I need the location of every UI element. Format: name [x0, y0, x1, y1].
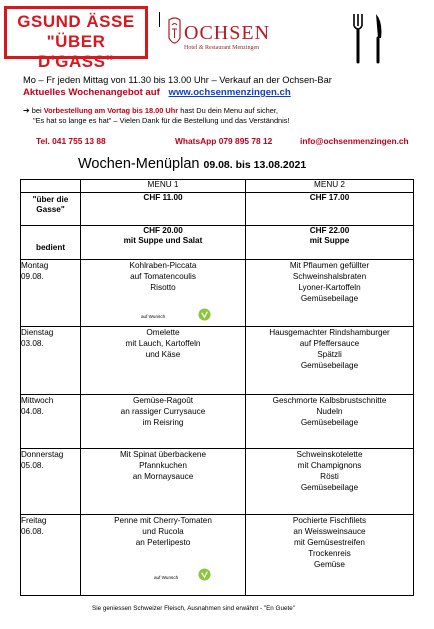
bedient-m2-price: CHF 22.00: [309, 226, 350, 235]
dish-line: Gemüse-Ragoût: [132, 396, 194, 405]
preorder-line-1: [23, 106, 290, 116]
day-row-montag: [21, 260, 414, 327]
day-cell: [21, 395, 81, 449]
preorder-deadline: Vorbestellung am Vortag bis 18.00 Uhr: [43, 106, 179, 115]
logo-line-1: GSUND ÄSSE: [17, 12, 135, 31]
dish-line: Omelette: [146, 328, 180, 337]
bedient-label: bedient: [21, 226, 81, 260]
gasse-label-line-2: Gasse": [36, 205, 65, 214]
menu-table: [20, 179, 414, 596]
ochsen-emblem-icon: [167, 16, 182, 50]
dish-line: mit Champignons: [297, 461, 362, 470]
dish-line: Mit Spinat überbackene: [119, 450, 207, 459]
price-row-gasse: [21, 193, 414, 226]
day-row-freitag: [21, 515, 414, 596]
dish-line: mit Gemüsestreifen: [294, 538, 365, 547]
day-cell: [21, 449, 81, 515]
weekly-offer-line: [23, 87, 291, 98]
header-menu-1: MENU 1: [81, 180, 246, 193]
dish-line: Risotto: [150, 283, 176, 292]
dish-menu-2: [246, 327, 414, 395]
dish-line: Trockenreis: [308, 549, 351, 558]
day-date: 09.08.: [21, 272, 44, 281]
day-name: Donnerstag: [21, 450, 64, 459]
day-date: 05.08.: [21, 461, 44, 470]
dish-line: an rassiger Currysauce: [120, 407, 206, 416]
dish-menu-1: [81, 395, 246, 449]
bedient-m1-price: CHF 20.00: [143, 226, 183, 235]
dish-line: Geschmorte Kalbsbrustschnitte: [272, 396, 387, 405]
dish-menu-1: [81, 515, 246, 596]
bedient-price-menu-2: [246, 226, 414, 260]
gasse-label-line-1: "über die: [32, 195, 69, 204]
header-empty-cell: [21, 180, 81, 193]
gasse-label: [21, 193, 81, 226]
header-menu-2: MENU 2: [246, 180, 414, 193]
dish-line: an Weissweinsauce: [293, 527, 366, 536]
bedient-m1-note: mit Suppe und Salat: [123, 236, 203, 245]
dish-line: und Käse: [145, 350, 181, 359]
dish-menu-2: [246, 395, 414, 449]
preorder-line-2: "Es hat so lange es hat" – Vielen Dank für die Bestellung und das Verständnis!: [33, 116, 290, 125]
cutlery-icon: [348, 12, 388, 64]
day-name: Mittwoch: [21, 396, 54, 405]
dish-line: Kohlraben-Piccata: [129, 261, 197, 270]
dish-menu-2: [246, 260, 414, 327]
title-dates: 09.08. bis 13.08.2021: [203, 159, 307, 171]
vegan-icon: [198, 308, 211, 321]
page-title: [78, 156, 306, 172]
dish-line: Gemüsebeilage: [300, 418, 359, 427]
dish-line: Gemüse: [314, 560, 345, 569]
dish-line: Hausgemachter Rindshamburger: [269, 328, 390, 337]
price-row-bedient: [21, 226, 414, 260]
bedient-m2-note: mit Suppe: [309, 236, 350, 245]
dish-line: Pochierte Fischfilets: [292, 516, 367, 525]
dish-line: Gemüsebeilage: [300, 294, 359, 303]
dish-line: Penne mit Cherry-Tomaten: [114, 516, 212, 525]
dish-line: im Reisring: [142, 418, 184, 427]
dish-line: Nudeln: [316, 407, 343, 416]
dish-line: Gemüsebeilage: [300, 361, 359, 370]
table-header-row: [21, 180, 414, 193]
day-name: Freitag: [21, 516, 47, 525]
dish-line: Mit Pflaumen gefüllter: [289, 261, 370, 270]
whatsapp-number: WhatsApp 079 895 78 12: [175, 136, 273, 146]
day-row-donnerstag: [21, 449, 414, 515]
dish-menu-1: [81, 449, 246, 515]
dish-line: Lyoner-Kartoffeln: [298, 283, 361, 292]
vegan-icon: [198, 568, 211, 581]
dish-line: Schweinshalsbraten: [292, 272, 367, 281]
day-date: 04.08.: [21, 407, 44, 416]
logo-line-2: "ÜBER D'GASS": [37, 32, 115, 71]
dish-line: Schweinskotelette: [296, 450, 363, 459]
dish-line: mit Lauch, Kartoffeln: [125, 339, 201, 348]
day-date: 03.08.: [21, 339, 44, 348]
restaurant-name: OCHSEN: [184, 22, 271, 44]
day-name: Dienstag: [21, 328, 54, 337]
dish-menu-2: [246, 515, 414, 596]
dish-line: auf Pfeffersauce: [299, 339, 360, 348]
website-link[interactable]: www.ochsenmenzingen.ch: [168, 87, 291, 98]
dish-line: Spätzli: [317, 350, 342, 359]
phone-number: Tel. 041 755 13 88: [36, 136, 106, 146]
arrow-right-icon: ➔: [23, 106, 30, 115]
footer-note: Sie geniessen Schweizer Fleisch, Ausnahmen sind erwähnt - "En Guete": [92, 605, 295, 612]
day-name: Montag: [21, 261, 49, 270]
dish-line: auf Tomatencoulis: [130, 272, 196, 281]
restaurant-subtitle: Hotel & Restaurant Menzingen: [184, 45, 260, 51]
day-cell: [21, 327, 81, 395]
text-cursor: [159, 12, 160, 27]
title-text: Wochen-Menüplan: [78, 156, 200, 172]
day-row-mittwoch: [21, 395, 414, 449]
preorder-pre: bei: [31, 106, 42, 115]
dish-line: Gemüsebeilage: [300, 483, 359, 492]
day-row-dienstag: [21, 327, 414, 395]
day-date: 06.08.: [21, 527, 44, 536]
day-cell: [21, 260, 81, 327]
dish-line: und Rucola: [142, 527, 184, 536]
dish-menu-1: [81, 260, 246, 327]
on-request-note: auf Wunsch: [154, 575, 179, 580]
gasse-price-menu-1: CHF 11.00: [81, 193, 246, 226]
dish-line: an Mornaysauce: [132, 472, 194, 481]
gsund-aesse-logo: [4, 6, 148, 71]
on-request-note: auf Wunsch: [141, 314, 166, 319]
preorder-note: [23, 106, 290, 126]
preorder-post: hast Du dein Menu auf sicher,: [180, 106, 278, 115]
dish-menu-2: [246, 449, 414, 515]
dish-line: Pfannkuchen: [139, 461, 187, 470]
email-address: info@ochsenmenzingen.ch: [300, 136, 409, 146]
weekly-offer-text: Aktuelles Wochenangebot auf: [23, 87, 160, 98]
opening-hours: Mo – Fr jeden Mittag von 11.30 bis 13.00 Uhr – Verkauf an der Ochsen-Bar: [23, 75, 332, 85]
day-cell: [21, 515, 81, 596]
bedient-price-menu-1: [81, 226, 246, 260]
dish-line: Rösti: [320, 472, 339, 481]
gasse-price-menu-2: CHF 17.00: [246, 193, 414, 226]
dish-menu-1: [81, 327, 246, 395]
dish-line: an Peterlipesto: [135, 538, 191, 547]
